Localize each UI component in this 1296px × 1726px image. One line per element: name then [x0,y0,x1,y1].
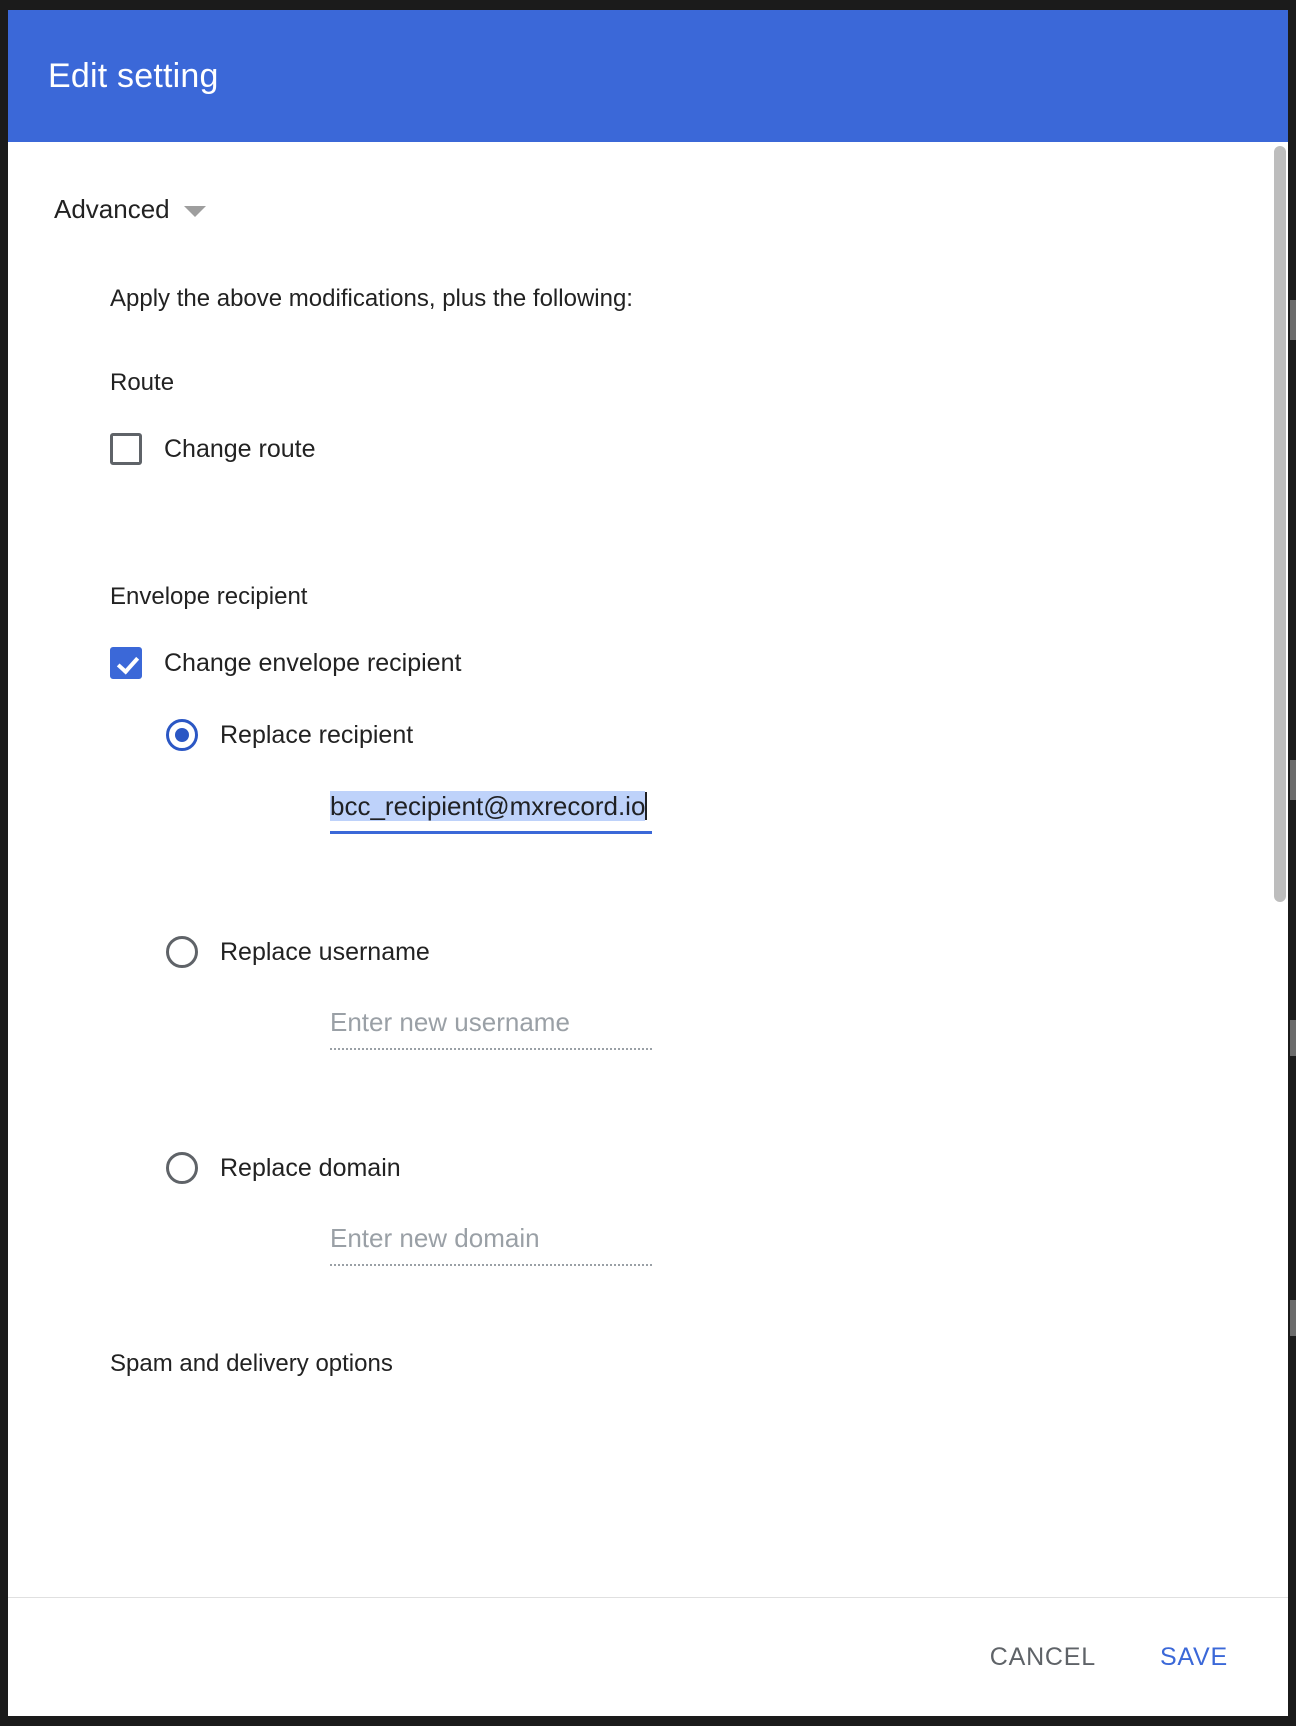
replace-domain-input[interactable]: Enter new domain [330,1218,652,1266]
text-cursor [645,792,647,820]
caret-down-icon[interactable] [184,206,206,217]
replace-username-label: Replace username [220,937,430,966]
intro-text: Apply the above modifications, plus the following: [110,285,633,312]
replace-domain-label: Replace domain [220,1153,401,1182]
route-group-label: Route [110,369,175,396]
dialog-body [8,142,1288,1597]
replace-domain-radio-row[interactable] [110,1152,1248,1184]
change-envelope-recipient-label: Change envelope recipient [164,648,462,677]
replace-domain-radio[interactable] [166,1152,198,1184]
change-route-checkbox[interactable] [110,433,142,465]
window-edge-marks [1288,0,1296,1726]
dialog-scrollbar[interactable] [1272,142,1288,1597]
change-envelope-recipient-checkbox-row[interactable] [110,647,1248,679]
replace-recipient-field-block [110,785,1248,834]
change-route-checkbox-row[interactable] [110,433,1248,465]
change-route-label: Change route [164,434,316,463]
envelope-recipient-group-label: Envelope recipient [110,583,308,610]
dialog-titlebar [8,10,1288,142]
replace-recipient-input-value: bcc_recipient@mxrecord.io [330,791,646,821]
save-button[interactable]: SAVE [1136,1629,1252,1686]
advanced-section-toggle[interactable] [54,194,254,225]
spam-and-delivery-options-label: Spam and delivery options [110,1350,393,1377]
replace-domain-field-block [110,1218,1248,1266]
replace-username-radio-row[interactable] [110,936,1248,968]
change-envelope-recipient-checkbox[interactable] [110,647,142,679]
advanced-section-content [54,285,1248,1378]
replace-username-radio[interactable] [166,936,198,968]
dialog-scroll-content [8,142,1288,1597]
dialog-scrollbar-thumb[interactable] [1274,146,1286,902]
replace-username-input[interactable]: Enter new username [330,1002,652,1050]
replace-recipient-label: Replace recipient [220,720,414,749]
cancel-button[interactable]: CANCEL [966,1629,1120,1686]
edit-setting-dialog [8,10,1288,1716]
replace-recipient-radio-row[interactable] [110,719,1248,751]
replace-recipient-radio[interactable] [166,719,198,751]
advanced-label: Advanced [54,194,170,224]
dialog-footer [8,1597,1288,1716]
dialog-title: Edit setting [48,56,219,95]
replace-username-field-block [110,1002,1248,1050]
replace-recipient-input[interactable] [330,785,652,834]
